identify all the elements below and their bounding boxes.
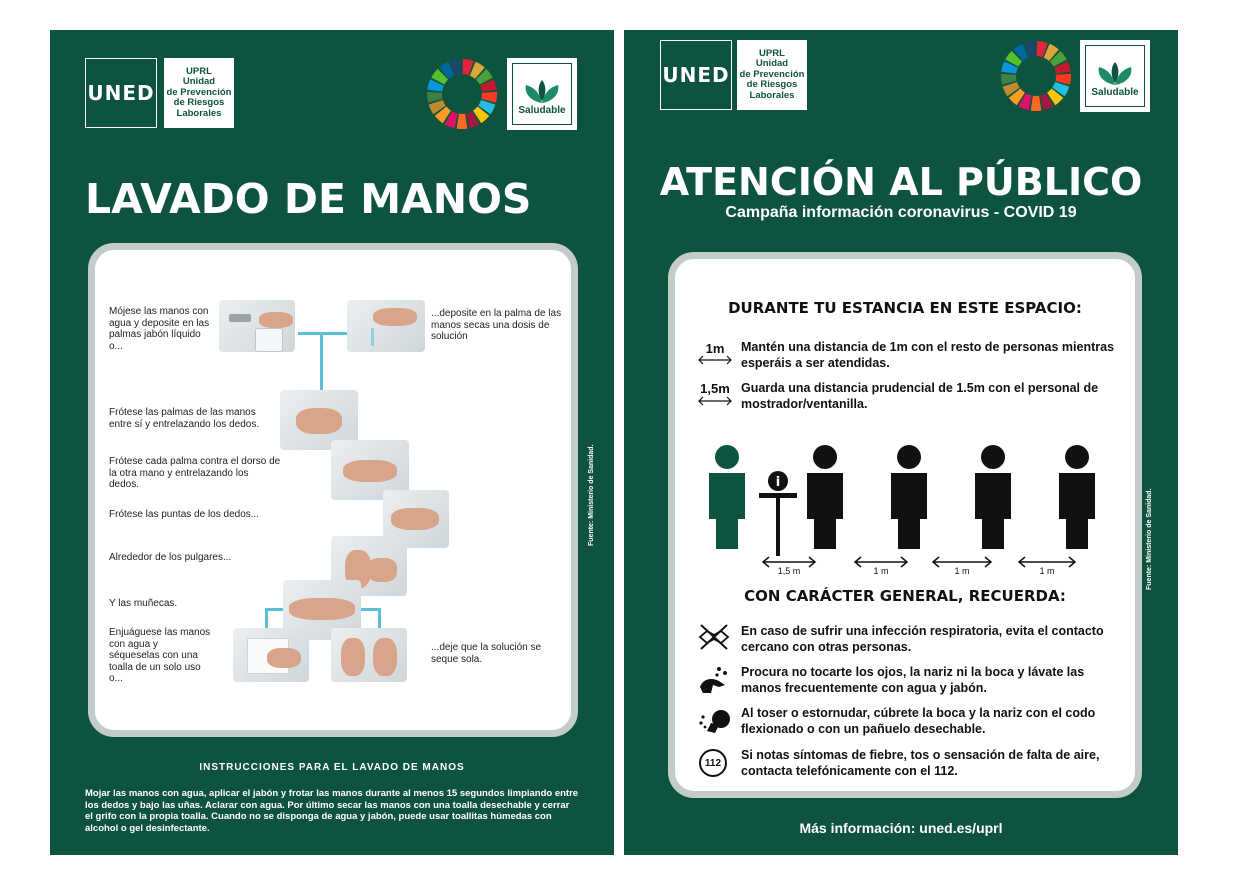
section-heading: CON CARÁCTER GENERAL, RECUERDA:: [744, 587, 1066, 605]
saludable-logo: [507, 58, 577, 130]
source-credit: Fuente: Ministerio de Sanidad.: [1146, 488, 1153, 590]
sdg-wheel-icon: [426, 58, 498, 130]
connector-line: [378, 608, 381, 630]
uprl-line: UPRL: [759, 47, 785, 59]
saludable-logo: [1080, 40, 1150, 112]
steps-card: [88, 243, 578, 737]
uprl-line: de Prevención: [166, 86, 232, 98]
connector-line: [265, 608, 268, 630]
step-text: Frótese las palmas de las manos entre sí y entrelazando los dedos.: [109, 407, 260, 430]
emergency-number: 112: [704, 757, 722, 769]
phone-112-icon: [699, 749, 727, 777]
source-credit: Fuente: Ministerio de Sanidad.: [588, 444, 595, 546]
uprl-logo: [164, 58, 234, 128]
gap-label: 1 m: [1039, 566, 1055, 575]
step-text: ...deposite en la palma de las manos secas una dosis de solución: [431, 308, 562, 342]
step-text: Enjuáguese las manos con agua y séqueselas con una toalla de un solo uso o...: [109, 627, 211, 684]
leaf-icon: [522, 79, 562, 105]
step-text: Alrededor de los pulgares...: [109, 552, 232, 563]
page-title: ATENCIÓN AL PÚBLICO: [659, 160, 1143, 204]
uprl-line: de Prevención: [739, 68, 805, 80]
page-title: LAVADO DE MANOS: [85, 175, 532, 223]
saludable-text: Saludable: [1091, 87, 1139, 98]
uned-logo: [660, 40, 732, 110]
sdg-wheel-icon: [1000, 40, 1072, 112]
queue-illustration: [675, 439, 1135, 575]
connector-line: [298, 332, 353, 335]
gap-label: 1,5 m: [777, 566, 801, 575]
double-arrow-icon: [697, 396, 733, 406]
step-photo: [219, 300, 295, 352]
distance-rule-text: Guarda una distancia prudencial de 1.5m con el personal de mostrador/ventanilla.: [741, 381, 1099, 411]
step-text: Y las muñecas.: [109, 598, 178, 609]
no-handshake-icon: [697, 623, 731, 651]
step-text: Frótese las puntas de los dedos...: [109, 509, 260, 520]
uned-logo: [85, 58, 157, 128]
counter-icon: [759, 471, 797, 556]
hand-wash-icon: [697, 665, 731, 695]
person-icon: [975, 445, 1011, 549]
rule-text: Al toser o estornudar, cúbrete la boca y la nariz con el codo flexionado o con un pañuelo desechable.: [741, 706, 1096, 736]
uprl-line: Unidad: [182, 76, 216, 88]
uprl-line: Laborales: [749, 89, 795, 101]
hand-washing-panel: [50, 30, 614, 855]
saludable-text: Saludable: [518, 105, 566, 116]
uprl-logo: [737, 40, 807, 110]
person-icon: [1059, 445, 1095, 549]
distance-rule-text: Mantén una distancia de 1m con el resto de personas mientras esperáis a ser atendidas.: [741, 340, 1115, 370]
gap-label: 1 m: [954, 566, 970, 575]
rule-text: Procura no tocarte los ojos, la nariz ni la boca y lávate las manos frecuentemente con agua y jabón.: [741, 665, 1085, 695]
instructions-title: INSTRUCCIONES PARA EL LAVADO DE MANOS: [199, 762, 465, 773]
person-icon: [891, 445, 927, 549]
step-text: ...deje que la solución se seque sola.: [431, 642, 542, 665]
gap-label: 1 m: [873, 566, 889, 575]
public-attention-panel: [624, 30, 1178, 855]
distance-label: 1m: [705, 341, 725, 356]
step-photo: [347, 300, 425, 352]
rule-text: En caso de sufrir una infección respiratoria, evita el contacto cercano con otras personas.: [741, 624, 1104, 654]
sneeze-elbow-icon: [697, 707, 731, 737]
step-text: Mójese las manos con agua y deposite en las palmas jabón líquido o...: [109, 306, 210, 352]
distance-label: 1,5m: [700, 381, 730, 396]
instructions-body: Mojar las manos con agua, aplicar el jabón y frotar las manos durante al menos 15 segundos limpiando entre los dedos y bajo las uñas. Aclarar con agua. Por último secar las manos con una toalla desechable y cerrar el grifo con la propia toalla. Cuando no se disponga de agua y jabón, puede usar toallitas húmedas con alcohol o gel desinfectante.: [85, 788, 579, 834]
uprl-line: Laborales: [176, 107, 222, 119]
more-info-link[interactable]: Más información: uned.es/uprl: [799, 820, 1003, 836]
person-staff-icon: [709, 445, 745, 549]
page-subtitle: Campaña información coronavirus - COVID 19: [725, 204, 1077, 221]
step-photo: [331, 628, 407, 682]
uprl-line: Unidad: [755, 58, 789, 70]
rule-text: Si notas síntomas de fiebre, tos o sensación de falta de aire, contacta telefónicamente con el 112.: [741, 748, 1100, 778]
sdg-segment: [457, 114, 468, 129]
step-photo: [233, 628, 309, 682]
leaf-icon: [1095, 61, 1135, 87]
info-icon: i: [775, 475, 781, 490]
person-icon: [807, 445, 843, 549]
uprl-line: UPRL: [186, 65, 212, 77]
rules-card: [668, 252, 1142, 798]
step-text: Frótese cada palma contra el dorso de la otra mano y entrelazando los dedos.: [109, 456, 281, 490]
uned-logo-text: UNED: [662, 63, 730, 87]
uprl-line: de Riesgos: [173, 97, 225, 109]
double-arrow-icon: [697, 355, 733, 365]
section-heading: DURANTE TU ESTANCIA EN ESTE ESPACIO:: [728, 299, 1082, 317]
uned-logo-text: UNED: [87, 81, 155, 105]
uprl-line: de Riesgos: [746, 79, 798, 91]
sdg-segment: [1031, 96, 1042, 111]
